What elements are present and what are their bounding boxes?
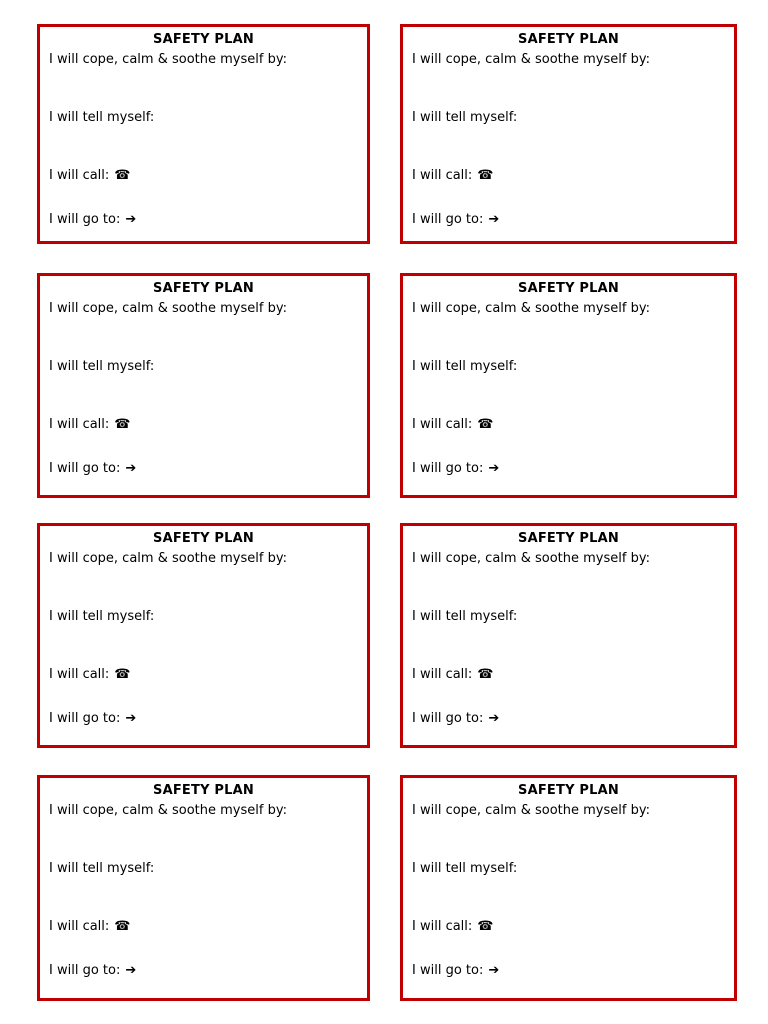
card-title: SAFETY PLAN — [518, 32, 619, 47]
telephone-icon: ☎ — [477, 667, 494, 682]
arrow-right-icon: ➔ — [488, 711, 500, 726]
call-line — [49, 168, 131, 183]
card-title: SAFETY PLAN — [153, 281, 254, 296]
call-line — [412, 919, 494, 934]
call-line — [49, 417, 131, 432]
telephone-icon: ☎ — [114, 168, 131, 183]
tell-label: I will tell myself: — [412, 359, 518, 374]
goto-label: I will go to: — [49, 212, 121, 227]
safety-plan-card — [400, 775, 737, 1001]
arrow-right-icon: ➔ — [125, 212, 137, 227]
cope-label: I will cope, calm & soothe myself by: — [49, 803, 287, 818]
tell-label: I will tell myself: — [412, 110, 518, 125]
arrow-right-icon: ➔ — [125, 711, 137, 726]
goto-line — [412, 711, 499, 726]
safety-plan-card — [400, 24, 737, 244]
card-title: SAFETY PLAN — [153, 783, 254, 798]
call-line — [412, 667, 494, 682]
telephone-icon: ☎ — [114, 667, 131, 682]
arrow-right-icon: ➔ — [488, 963, 500, 978]
safety-plan-card — [37, 273, 370, 498]
goto-line — [49, 963, 136, 978]
call-label: I will call: — [412, 667, 473, 682]
safety-plan-card — [37, 24, 370, 244]
telephone-icon: ☎ — [477, 168, 494, 183]
call-line — [412, 417, 494, 432]
call-label: I will call: — [412, 919, 473, 934]
safety-plan-card — [400, 523, 737, 748]
goto-label: I will go to: — [412, 461, 484, 476]
arrow-right-icon: ➔ — [488, 461, 500, 476]
goto-line — [412, 963, 499, 978]
tell-label: I will tell myself: — [412, 609, 518, 624]
cope-label: I will cope, calm & soothe myself by: — [49, 301, 287, 316]
call-line — [49, 667, 131, 682]
cope-label: I will cope, calm & soothe myself by: — [412, 551, 650, 566]
goto-label: I will go to: — [412, 711, 484, 726]
telephone-icon: ☎ — [477, 919, 494, 934]
goto-label: I will go to: — [49, 711, 121, 726]
cope-label: I will cope, calm & soothe myself by: — [49, 52, 287, 67]
card-title: SAFETY PLAN — [518, 783, 619, 798]
goto-line — [49, 212, 136, 227]
cope-label: I will cope, calm & soothe myself by: — [412, 301, 650, 316]
tell-label: I will tell myself: — [49, 359, 155, 374]
call-line — [49, 919, 131, 934]
card-title: SAFETY PLAN — [518, 281, 619, 296]
cope-label: I will cope, calm & soothe myself by: — [49, 551, 287, 566]
telephone-icon: ☎ — [477, 417, 494, 432]
goto-line — [49, 711, 136, 726]
card-title: SAFETY PLAN — [153, 531, 254, 546]
cope-label: I will cope, calm & soothe myself by: — [412, 803, 650, 818]
safety-plan-card — [37, 775, 370, 1001]
goto-label: I will go to: — [49, 461, 121, 476]
call-label: I will call: — [412, 417, 473, 432]
tell-label: I will tell myself: — [49, 110, 155, 125]
card-title: SAFETY PLAN — [153, 32, 254, 47]
cope-label: I will cope, calm & soothe myself by: — [412, 52, 650, 67]
tell-label: I will tell myself: — [412, 861, 518, 876]
arrow-right-icon: ➔ — [125, 963, 137, 978]
goto-label: I will go to: — [49, 963, 121, 978]
goto-line — [412, 461, 499, 476]
arrow-right-icon: ➔ — [125, 461, 137, 476]
goto-label: I will go to: — [412, 963, 484, 978]
safety-plan-card — [37, 523, 370, 748]
call-label: I will call: — [49, 417, 110, 432]
goto-line — [49, 461, 136, 476]
tell-label: I will tell myself: — [49, 609, 155, 624]
call-label: I will call: — [49, 667, 110, 682]
call-label: I will call: — [412, 168, 473, 183]
telephone-icon: ☎ — [114, 919, 131, 934]
goto-label: I will go to: — [412, 212, 484, 227]
goto-line — [412, 212, 499, 227]
telephone-icon: ☎ — [114, 417, 131, 432]
call-line — [412, 168, 494, 183]
tell-label: I will tell myself: — [49, 861, 155, 876]
safety-plan-card — [400, 273, 737, 498]
arrow-right-icon: ➔ — [488, 212, 500, 227]
card-title: SAFETY PLAN — [518, 531, 619, 546]
call-label: I will call: — [49, 919, 110, 934]
call-label: I will call: — [49, 168, 110, 183]
